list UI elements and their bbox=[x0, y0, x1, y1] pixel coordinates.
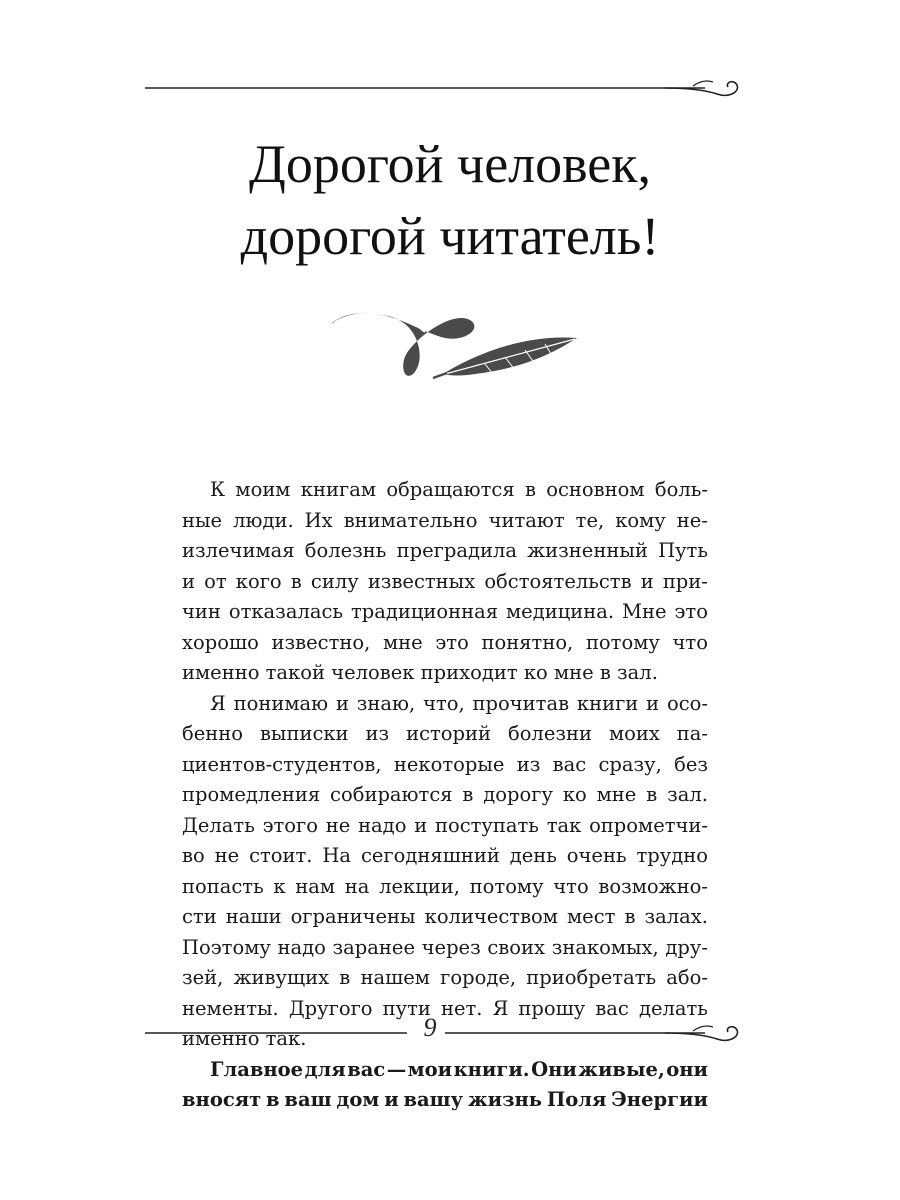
text-line: сти наши ограничены количеством мест в залах. bbox=[182, 905, 708, 928]
page-number: 9 bbox=[423, 1013, 437, 1042]
text-line: вносят в ваш дом и вашу жизнь Поля Энергии bbox=[182, 1088, 708, 1111]
text-line: Главное для вас — мои книги. Они живые, они bbox=[210, 1057, 708, 1081]
text-line: промедления собираются в дорогу ко мне в зал. bbox=[182, 783, 708, 806]
title-line-1: Дорогой человек, bbox=[249, 134, 651, 194]
page-title bbox=[0, 128, 900, 272]
text-line: зей, живущих в нашем городе, приобретать або- bbox=[182, 966, 708, 989]
text-line: Поэтому надо заранее через своих знакомых, дру- bbox=[182, 935, 708, 959]
text-line: Делать этого не надо и поступать так опрометчи- bbox=[182, 813, 708, 837]
text-line: чин отказалась традиционная медицина. Мне это bbox=[182, 600, 708, 623]
text-line: ные люди. Их внимательно читают те, кому не- bbox=[182, 508, 708, 532]
text-line: именно такой человек приходит ко мне в зал. bbox=[182, 661, 658, 684]
text-line: во не стоит. На сегодняшний день очень трудно bbox=[182, 844, 708, 867]
text-line: К моим книгам обращаются в основном боль- bbox=[210, 478, 708, 501]
text-line: нементы. Другого пути нет. Я прошу вас делать bbox=[182, 996, 708, 1020]
text-line: попасть к нам на лекции, потому что возможно- bbox=[182, 874, 708, 898]
text-line: бенно выписки из историй болезни моих па- bbox=[182, 722, 708, 745]
text-line: излечимая болезнь преградила жизненный Путь bbox=[182, 539, 708, 562]
text-line: хорошо известно, мне это понятно, потому что bbox=[182, 630, 708, 654]
text-line: именно так. bbox=[182, 1027, 307, 1050]
title-line-2: дорогой читатель! bbox=[240, 206, 660, 266]
text-line: и от кого в силу известных обстоятельств и при- bbox=[182, 569, 708, 593]
quill-swirl-icon bbox=[325, 302, 580, 384]
text-line: Я понимаю и знаю, что, прочитав книги и осо- bbox=[210, 691, 708, 715]
text-line: циентов-студентов, некоторые из вас сразу, без bbox=[182, 752, 708, 776]
top-divider-rule bbox=[145, 72, 745, 102]
